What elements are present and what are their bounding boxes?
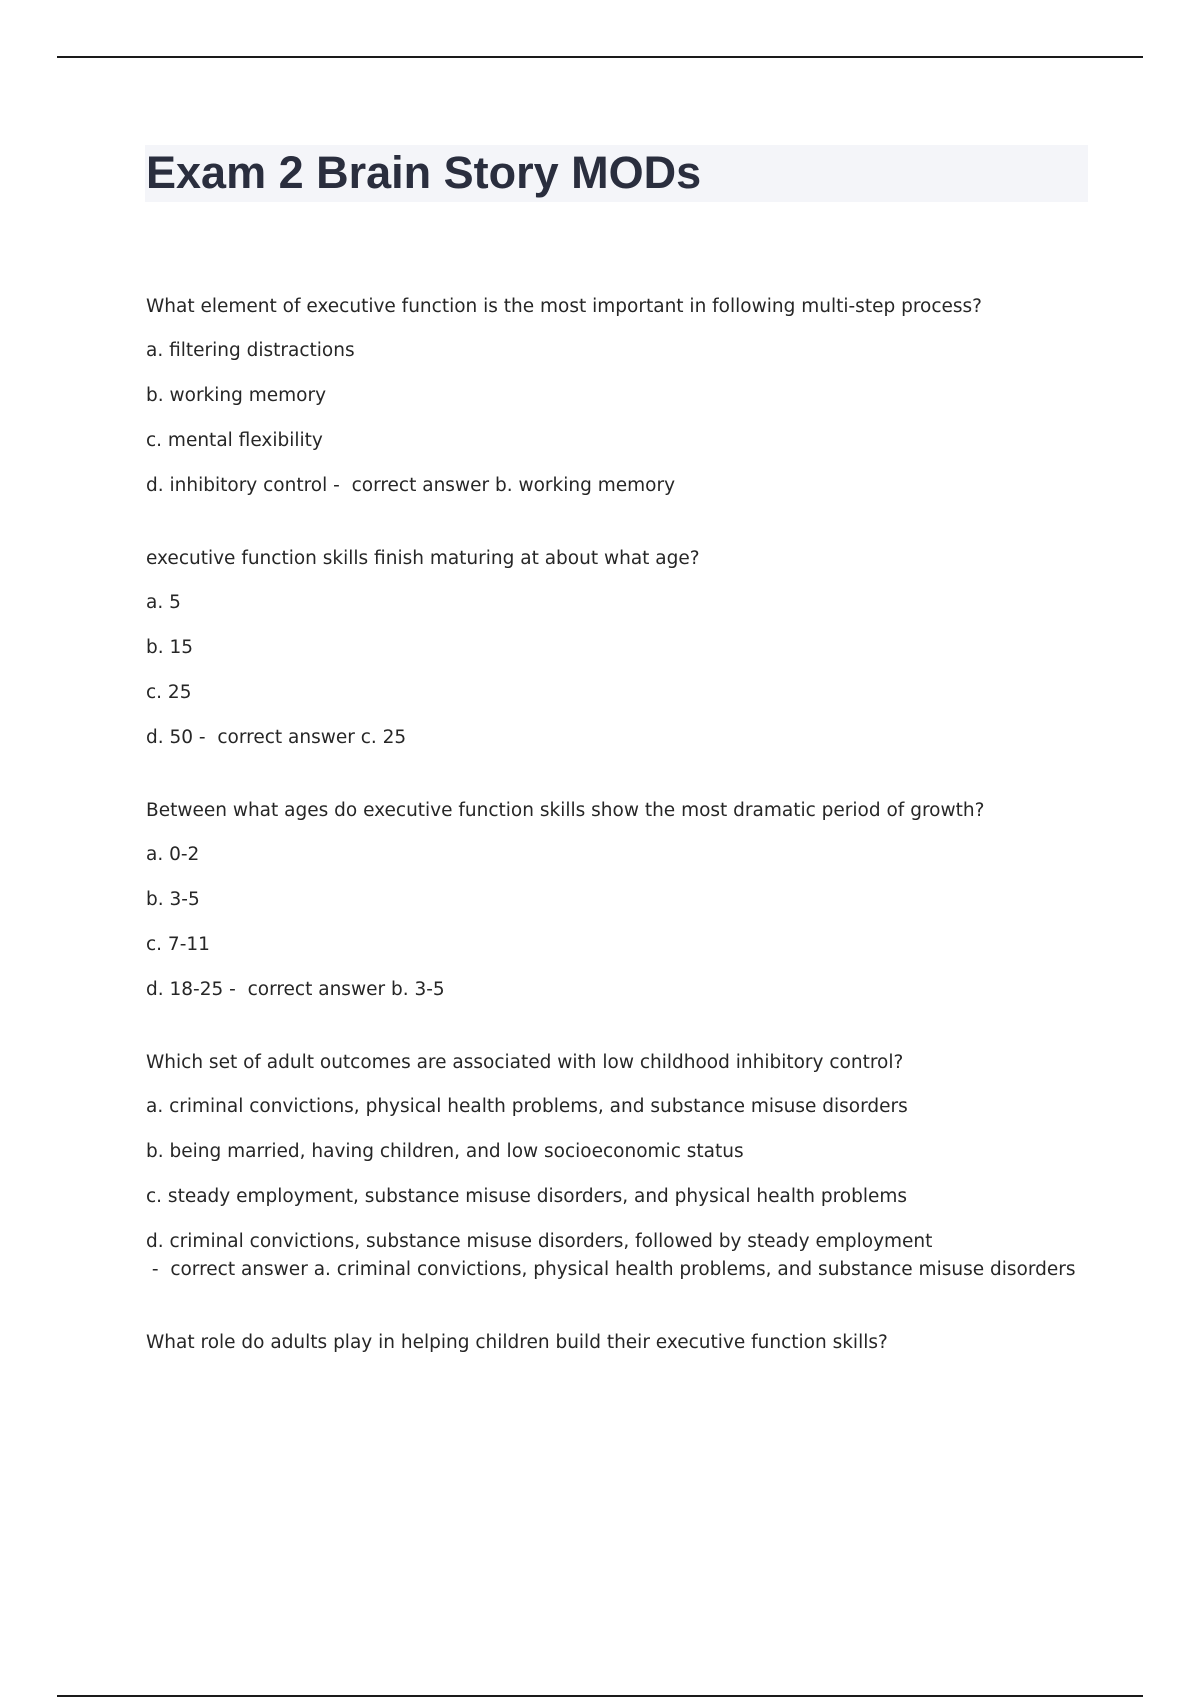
correct-answer: c. 25	[360, 727, 407, 748]
option-a: a. filtering distractions	[146, 340, 355, 361]
question-text: Between what ages do executive function skills show the most dramatic period of growth?	[146, 800, 985, 821]
option-a: a. criminal convictions, physical health problems, and substance misuse disorders	[146, 1096, 908, 1117]
question-block	[146, 1329, 1096, 1357]
answer-prefix: - correct answer	[327, 475, 495, 496]
option-d-with-answer	[146, 1228, 1096, 1284]
option-a: a. 5	[146, 592, 181, 613]
option-c: c. 25	[146, 682, 192, 703]
option-b: b. 3-5	[146, 889, 200, 910]
option-d-with-answer	[146, 976, 1096, 1004]
option-c: c. 7-11	[146, 934, 210, 955]
correct-answer: b. 3-5	[390, 979, 445, 1000]
option-b: b. 15	[146, 637, 194, 658]
option-d-with-answer	[146, 724, 1096, 752]
option-c: c. steady employment, substance misuse disorders, and physical health problems	[146, 1186, 908, 1207]
option-a: a. 0-2	[146, 844, 200, 865]
question-block	[146, 1049, 1096, 1284]
question-block	[146, 293, 1096, 500]
correct-answer: b. working memory	[494, 475, 676, 496]
question-list	[146, 293, 1096, 1402]
answer-prefix: - correct answer	[146, 1259, 314, 1280]
bottom-rule	[57, 1695, 1143, 1697]
question-block	[146, 545, 1096, 752]
answer-prefix: - correct answer	[223, 979, 391, 1000]
question-text: Which set of adult outcomes are associated with low childhood inhibitory control?	[146, 1052, 904, 1073]
option-b: b. working memory	[146, 385, 327, 406]
option-c: c. mental flexibility	[146, 430, 323, 451]
question-text: What element of executive function is the most important in following multi-step process?	[146, 296, 982, 317]
question-text: What role do adults play in helping children build their executive function skills?	[146, 1332, 888, 1353]
top-rule	[57, 56, 1143, 58]
option-d: d. 18-25	[146, 979, 224, 1000]
question-text: executive function skills finish maturing at about what age?	[146, 548, 700, 569]
option-d: d. criminal convictions, substance misuse disorders, followed by steady employment	[146, 1231, 933, 1252]
correct-answer: a. criminal convictions, physical health problems, and substance misuse disorders	[313, 1259, 1076, 1280]
question-block	[146, 797, 1096, 1004]
option-b: b. being married, having children, and low socioeconomic status	[146, 1141, 744, 1162]
option-d: d. inhibitory control	[146, 475, 328, 496]
page-title: Exam 2 Brain Story MODs	[146, 147, 702, 198]
option-d-with-answer	[146, 472, 1096, 500]
answer-prefix: - correct answer	[193, 727, 361, 748]
option-d: d. 50	[146, 727, 194, 748]
